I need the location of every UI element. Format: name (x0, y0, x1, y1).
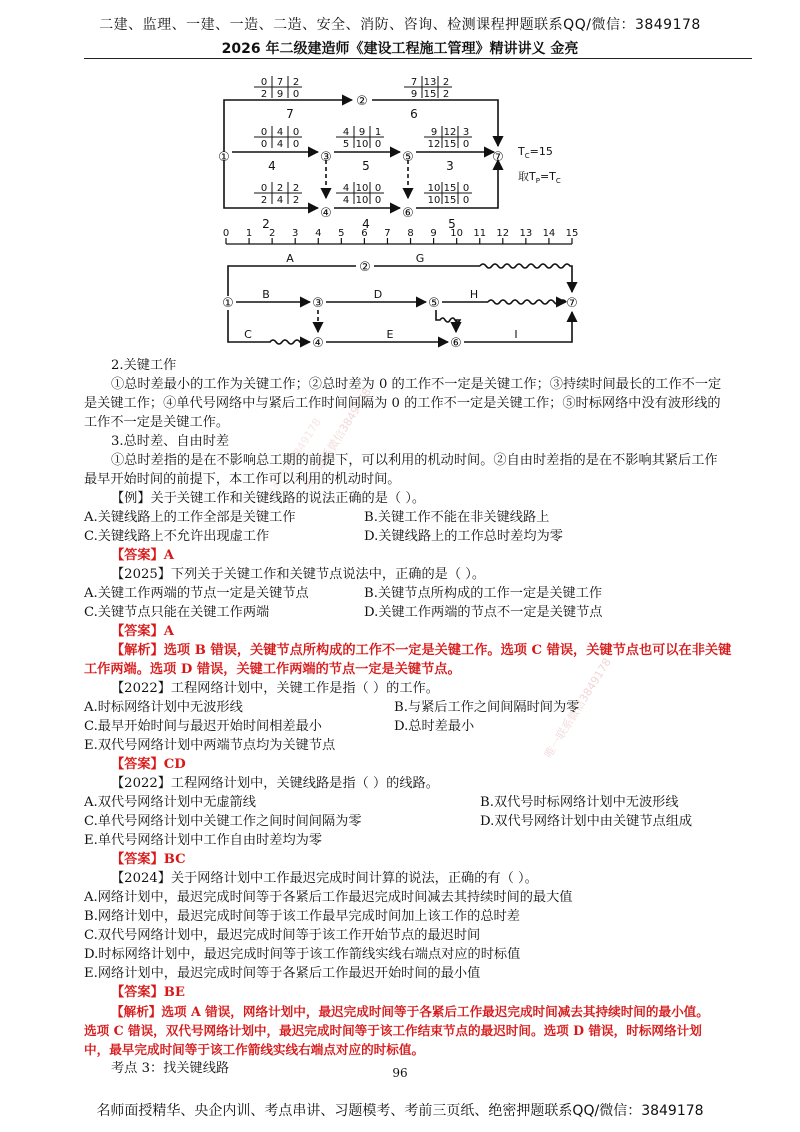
q2-answer: 【答案】A (111, 624, 174, 639)
time-value-2-6: 2 (442, 89, 450, 100)
q5-option-b: B.网络计划中，最迟完成时间等于该工作最早完成时间加上该工作的总时差 (84, 909, 520, 924)
time-value-2-2: 13 (423, 77, 437, 88)
q5-option-a: A.网络计划中，最迟完成时间等于各紧后工作最迟完成时间减去其持续时间的最大值 (84, 890, 573, 905)
time-table-6 (254, 182, 302, 206)
time-value-4-5: 10 (355, 139, 369, 150)
time-table-3 (254, 126, 302, 150)
time-table-4 (336, 126, 384, 150)
ts-arrow-H-wave (488, 300, 566, 304)
q5-analysis-3: 中，最早完成时间等于该工作箭线实线右端点对应的时标值。 (84, 1042, 425, 1057)
ts-label-E: E (386, 328, 394, 341)
node-5: ⑤ (402, 150, 414, 165)
tick-label-9: 9 (430, 228, 437, 239)
q3-option-a: A.时标网络计划中无波形线 (84, 700, 243, 715)
footer-contact-line: 名师面授精华、央企内训、考点串讲、习题模考、考前三页纸、绝密押题联系QQ/微信：3849178 (96, 1103, 704, 1119)
ts-node-3: ③ (312, 296, 324, 311)
q5-option-c: C.双代号网络计划中，最迟完成时间等于该工作开始节点的最迟时间 (84, 928, 481, 943)
time-value-7-2: 10 (355, 183, 369, 194)
q4-option-c: C.单代号网络计划中关键工作之间时间间隔为零 (84, 814, 362, 829)
duration-8: 5 (448, 217, 456, 231)
tick-label-14: 14 (542, 228, 556, 239)
tick-label-2: 2 (268, 228, 276, 239)
q4-option-d: D.双代号网络计划中由关键节点组成 (480, 814, 693, 829)
q4-answer: 【答案】BC (111, 852, 186, 867)
node-7: ⑦ (492, 150, 504, 165)
para-float-1: ①总时差指的是在不影响总工期的前提下，可以利用的机动时间。②自由时差指的是在不影响其紧后工作 (111, 453, 718, 468)
tick-label-15: 15 (565, 228, 579, 239)
time-value-6-3: 2 (292, 183, 300, 194)
q1-option-d: D.关键线路上的工作总时差均为零 (364, 529, 563, 544)
time-value-5-3: 3 (462, 127, 470, 138)
time-table-5 (424, 126, 472, 150)
tick-label-4: 4 (315, 228, 322, 239)
ts-dummy-5-6 (436, 310, 460, 332)
ts-label-C: C (244, 328, 252, 341)
q4-options-ab (84, 793, 744, 812)
time-value-3-6: 0 (292, 139, 300, 150)
time-value-6-4: 2 (260, 195, 268, 206)
duration-4: 5 (362, 159, 370, 173)
time-table-8 (424, 182, 472, 206)
tick-label-3: 3 (292, 228, 299, 239)
q2-option-b: B.关键节点所构成的工作一定是关键工作 (364, 586, 603, 601)
duration-1: 7 (286, 107, 294, 121)
q5-option-d: D.时标网络计划中，最迟完成时间等于该工作箭线实线右端点对应的时标值 (84, 947, 521, 962)
ts-node-7: ⑦ (566, 296, 578, 311)
time-value-2-4: 9 (410, 89, 418, 100)
q1-option-b: B.关键工作不能在非关键线路上 (364, 510, 550, 525)
tp-eq-sub: C (555, 177, 561, 185)
network-diagrams (200, 62, 590, 352)
time-value-1-5: 9 (276, 89, 284, 100)
q1-answer: 【答案】A (111, 548, 174, 563)
q4-option-b: B.双代号时标网络计划中无波形线 (480, 795, 679, 810)
time-value-5-4: 12 (427, 139, 441, 150)
duration-7: 4 (362, 217, 370, 231)
q2-stem: 【2025】下列关于关键工作和关键节点说法中，正确的是（ ）。 (111, 567, 486, 582)
node-1: ① (218, 150, 230, 165)
time-value-7-1: 4 (342, 183, 350, 194)
time-value-5-2: 12 (443, 127, 457, 138)
q3-option-d: D.总时差最小 (394, 719, 475, 734)
node-2: ② (356, 94, 368, 109)
time-value-1-2: 7 (276, 77, 284, 88)
duration-2: 6 (410, 107, 418, 121)
node-6: ⑥ (402, 206, 414, 221)
time-value-6-6: 2 (292, 195, 300, 206)
node-4: ④ (320, 206, 332, 221)
tick-label-13: 13 (519, 228, 533, 239)
time-value-5-1: 9 (430, 127, 438, 138)
duration-6: 2 (262, 217, 270, 231)
para-key-work-3: 工作不一定是关键工作。 (84, 415, 230, 430)
ts-arrow-A (228, 266, 356, 296)
q4-options-cd (84, 812, 744, 831)
section-title-key-work: 2.关键工作 (111, 358, 177, 373)
time-value-3-5: 4 (276, 139, 284, 150)
time-value-7-6: 0 (374, 195, 382, 206)
time-value-8-2: 15 (443, 183, 457, 194)
ts-node-6: ⑥ (450, 336, 462, 351)
time-value-8-1: 10 (427, 183, 441, 194)
tick-label-0: 0 (222, 228, 230, 239)
ts-label-G: G (415, 252, 425, 265)
ts-node-1: ① (222, 296, 234, 311)
tick-label-5: 5 (338, 228, 345, 239)
time-value-8-4: 10 (427, 195, 441, 206)
ts-arrow-G-wave (480, 264, 572, 292)
tp-label: 取T (518, 170, 536, 183)
time-value-4-4: 5 (342, 139, 350, 150)
svg-text:取TP=TC (518, 170, 561, 185)
time-value-6-5: 4 (276, 195, 284, 206)
ts-node-4: ④ (312, 336, 324, 351)
time-table-7 (336, 182, 384, 206)
q5-analysis-1: 【解析】选项 A 错误，网络计划中，最迟完成时间等于各紧后工作最迟完成时间减去其持续时间的最小值。 (111, 1004, 709, 1019)
q4-option-a: A.双代号网络计划中无虚箭线 (84, 795, 256, 810)
q4-option-e: E.单代号网络计划中工作自由时差均为零 (84, 833, 323, 848)
q5-answer: 【答案】BE (111, 985, 185, 1000)
time-value-3-1: 0 (260, 127, 268, 138)
q3-options-cd (84, 717, 744, 736)
ts-arrow-I (464, 312, 572, 342)
time-value-8-5: 15 (443, 195, 457, 206)
ts-arrow-C (228, 310, 310, 344)
duration-3: 4 (268, 159, 276, 173)
time-value-1-6: 0 (292, 89, 300, 100)
ts-node-2: ② (359, 260, 371, 275)
time-value-6-1: 0 (260, 183, 268, 194)
tc-value: =15 (529, 145, 553, 158)
tick-label-8: 8 (407, 228, 414, 239)
time-value-8-6: 0 (462, 195, 470, 206)
time-value-4-3: 1 (374, 127, 382, 138)
duration-5: 3 (446, 159, 454, 173)
time-value-4-2: 9 (358, 127, 366, 138)
q2-options-cd (84, 603, 744, 622)
header-book-title: 2026 年二级建造师《建设工程施工管理》精讲讲义 金亮 (221, 41, 579, 57)
q3-options-ab (84, 698, 744, 717)
ts-label-B: B (262, 288, 270, 301)
para-key-work-1: ①总时差最小的工作为关键工作；②总时差为 0 的工作不一定是关键工作；③持续时间最长的工作不一定 (111, 377, 722, 392)
tp-sub: P (535, 177, 540, 185)
time-value-1-4: 2 (260, 89, 268, 100)
q1-options-ab (84, 508, 744, 527)
section-title-float: 3.总时差、自由时差 (111, 434, 230, 449)
time-value-7-5: 10 (355, 195, 369, 206)
watermark-2: 唯一联系微信3849178 (541, 656, 614, 761)
page-number: 96 (392, 1066, 408, 1080)
time-value-5-5: 15 (443, 139, 457, 150)
time-value-3-3: 0 (292, 127, 300, 138)
ts-label-D: D (373, 288, 383, 301)
q2-option-a: A.关键工作两端的节点一定是关键节点 (84, 586, 309, 601)
time-value-3-4: 0 (260, 139, 268, 150)
time-value-1-3: 2 (292, 77, 300, 88)
watermark-1: 唯一联系微信3849178 (301, 386, 374, 491)
time-value-5-6: 0 (462, 139, 470, 150)
time-value-6-2: 2 (276, 183, 284, 194)
time-value-4-6: 0 (374, 139, 382, 150)
time-value-7-4: 4 (342, 195, 350, 206)
page-body (84, 356, 744, 1078)
watermark-3: 唯一联系微信3849178 (251, 416, 324, 521)
q2-option-d: D.关键工作两端的节点不一定是关键节点 (364, 605, 603, 620)
tick-label-7: 7 (384, 228, 391, 239)
tick-label-10: 10 (450, 228, 464, 239)
ts-label-H: H (469, 288, 479, 301)
time-table-2 (404, 76, 452, 100)
time-value-7-3: 0 (374, 183, 382, 194)
q2-analysis-1: 【解析】选项 B 错误，关键节点所构成的工作不一定是关键工作。选项 C 错误，关键节点也可以在非关键 (111, 643, 732, 658)
tick-label-1: 1 (245, 228, 253, 239)
time-value-4-1: 4 (342, 127, 350, 138)
q1-option-c: C.关键线路上不允许出现虚工作 (84, 529, 270, 544)
q3-option-b: B.与紧后工作之间间隔时间为零 (394, 700, 580, 715)
key-point-3-title: 考点 3：找关键线路 (111, 1061, 230, 1076)
tc-label: T (518, 145, 525, 158)
time-value-3-2: 4 (276, 127, 284, 138)
node-3: ③ (320, 150, 332, 165)
time-table-1 (254, 76, 302, 100)
ts-label-I: I (514, 328, 518, 341)
header-contact-line: 二建、监理、一建、一造、二造、安全、消防、咨询、检测课程押题联系QQ/微信：3849178 (99, 17, 701, 33)
q2-option-c: C.关键节点只能在关键工作两端 (84, 605, 270, 620)
q5-analysis-2: 选项 C 错误，双代号网络计划中，最迟完成时间等于该工作结束节点的最迟时间。选项 D 错误，时标网络计划 (84, 1023, 702, 1038)
time-value-8-3: 0 (462, 183, 470, 194)
tick-label-12: 12 (496, 228, 510, 239)
q1-option-a: A.关键线路上的工作全部是关键工作 (84, 510, 296, 525)
header-rule (84, 58, 752, 59)
svg-text:TC=15 (517, 145, 553, 160)
q1-stem: 【例】关于关键工作和关键线路的说法正确的是（ ）。 (111, 491, 426, 506)
q3-stem: 【2022】工程网络计划中，关键工作是指（ ）的工作。 (111, 681, 439, 696)
q5-stem: 【2024】关于网络计划中工作最迟完成时间计算的说法，正确的有（ ）。 (111, 871, 538, 886)
tick-label-11: 11 (473, 228, 487, 239)
time-value-2-3: 2 (442, 77, 450, 88)
q3-option-c: C.最早开始时间与最迟开始时间相差最小 (84, 719, 322, 734)
time-value-1-1: 0 (260, 77, 268, 88)
time-value-2-1: 7 (410, 77, 418, 88)
tp-eq: =T (539, 170, 556, 183)
ts-node-5: ⑤ (428, 296, 440, 311)
q1-options-cd (84, 527, 744, 546)
tick-label-6: 6 (361, 228, 368, 239)
q5-option-e: E.网络计划中，最迟完成时间等于各紧后工作最迟开始时间的最小值 (84, 966, 481, 981)
q2-analysis-2: 工作两端。选项 D 错误，关键工作两端的节点一定是关键节点。 (84, 662, 461, 677)
ts-label-A: A (286, 252, 294, 265)
q4-stem: 【2022】工程网络计划中，关键线路是指（ ）的线路。 (111, 776, 439, 791)
para-key-work-2: 是关键工作；④单代号网络中与紧后工作时间间隔为 0 的工作不一定是关键工作；⑤时标网络中没有波形线的 (84, 396, 721, 411)
para-float-2: 最早开始时间的前提下，本工作可以利用的机动时间。 (84, 472, 401, 487)
q3-option-e: E.双代号网络计划中两端节点均为关键节点 (84, 738, 336, 753)
time-value-2-5: 15 (423, 89, 437, 100)
tc-sub: C (524, 152, 530, 160)
q2-options-ab (84, 584, 744, 603)
q3-answer: 【答案】CD (111, 757, 186, 772)
